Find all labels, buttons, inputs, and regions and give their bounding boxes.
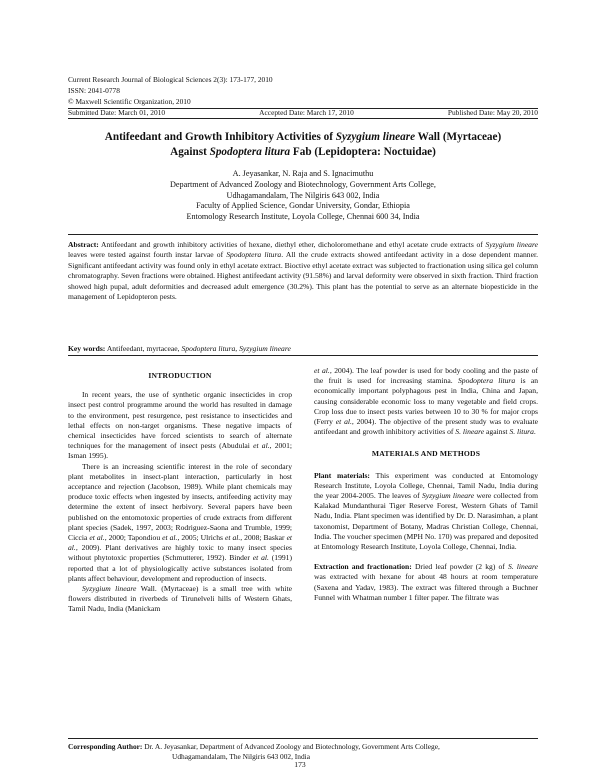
keywords-pest: Spodoptera litura	[181, 344, 236, 353]
cont-text-5: .	[533, 427, 536, 437]
footer-label: Corresponding Author:	[68, 742, 143, 751]
title-part-4: Fab (Lepidoptera: Noctuidae)	[290, 145, 436, 158]
cont-species: S. lineare	[455, 427, 485, 437]
title-species: Syzygium lineare	[335, 131, 416, 143]
keywords	[68, 344, 538, 354]
intro-p3-text: Wall. (Myrtaceae) is a small tree with white flowers distributed in riverbeds of Tirunelveli hills of Western Ghats, Tamil Nadu, India (Manickam	[68, 584, 292, 614]
abstract-species: Syzygium lineare	[485, 240, 538, 249]
cont-text-4: against	[484, 427, 510, 437]
ef-text-2: was extracted with hexane for about 48 hours at room temperature (Saxena and Yadav, 1983). The extract was filtered through a Buchner Funnel with Whatman number 1 filter paper. The filtrate was	[314, 572, 538, 602]
page-number: 173	[294, 760, 306, 769]
keywords-rule	[68, 355, 538, 356]
keywords-species: Syzygium lineare	[239, 344, 291, 353]
cont-etal-1: et al.	[314, 366, 330, 375]
copyright: © Maxwell Scientific Organization, 2010	[68, 97, 191, 106]
extraction-label: Extraction and fractionation:	[314, 562, 412, 572]
footer-text-1: Dr. A. Jeyasankar, Department of Advanced Zoology and Biotechnology, Government Arts College,	[142, 742, 440, 751]
methods-heading: MATERIALS AND METHODS	[371, 449, 481, 459]
intro-paragraph-3	[68, 584, 292, 615]
keywords-label: Key words:	[68, 344, 106, 353]
intro-p2-text-b: , 2000; Tapondiou	[104, 533, 163, 543]
pm-species: Syzygium lineare	[421, 491, 475, 501]
cont-etal-2: et al.	[335, 417, 352, 427]
header-rule-bottom	[68, 118, 538, 119]
affiliation-1b: Udhagamandalam, The Nilgiris 643 002, India	[226, 190, 380, 200]
keywords-text-1: Antifeedant, myrtaceae,	[105, 344, 182, 353]
intro-p2-etal-2: et al.	[162, 533, 178, 543]
published-date: Published Date: May 20, 2010	[447, 108, 538, 117]
abstract-text-2: leaves were tested against fourth instar larvae of	[68, 250, 227, 260]
affiliation-3: Entomology Research Institute, Loyola College, Chennai 600 34, India	[186, 212, 420, 222]
title-pest: Spodoptera litura	[209, 145, 291, 158]
intro-p2-text: There is an increasing scientific interest in the role of secondary plant metabolites in insect-plant interaction, particularly in host acceptance and rejection (Jacobson, 1989). While plant chemicals may produce toxic effects when ingested by insects, antifeeding activity may determine the extent of insect herbivory. Several papers have been published on the entomotoxic properties of crude extracts from different plant species (Sadek, 1997, 2003; Rodriguez-Saona and Trumble, 1999; Ciccia	[68, 461, 292, 543]
intro-p1-text: In recent years, the use of synthetic organic insecticides in crop insect pest control programme around the world has resulted in damage to the environment, pest resurgence, pest resistance to insecticides and lethal effects on non-target organisms. These negative impacts of chemical insecticides have forced scientists to search of alternate techniques for the management of insect pests (Abudulai	[68, 390, 292, 451]
intro-p2-text-c: , 2005; Ulrichs	[177, 533, 225, 543]
footer-rule	[68, 738, 538, 739]
pm-text-2: were collected from Kalakad Mundanthurai Tiger Reserve Forest, Western Ghats of Tamil Nadu, India. Plant specimen was identified by Dr. D. Narasimhan, a plant taxonomist, Department of Botany, Madras Christian College, Chennai, India. The voucher specimen (MPH No. 170) was prepared and deposited at Entomology Research Institute, Loyola College, Chennai, India.	[314, 491, 538, 552]
cont-text-1: , 2004). The leaf powder is used for body cooling and the paste of the fruit is used for increasing stamina.	[314, 366, 538, 386]
affiliation-2: Faculty of Applied Science, Gondar University, Gondar, Ethiopia	[196, 201, 410, 211]
paper-title	[68, 130, 538, 159]
title-part-1: Antifeedant and Growth Inhibitory Activities of	[104, 131, 336, 143]
cont-pest-2: S. litura	[509, 427, 534, 437]
intro-p2-etal-1: et al.	[89, 533, 105, 543]
corresponding-author	[68, 742, 538, 762]
right-column	[314, 366, 538, 603]
journal-header	[68, 74, 538, 118]
author-names: A. Jeyasankar, N. Raja and S. Ignacimuthu	[232, 169, 374, 178]
intro-paragraph-1	[68, 390, 292, 461]
title-part-2: Wall (Myrtaceae)	[415, 131, 502, 143]
intro-p3-species: Syzygium lineare	[82, 584, 137, 594]
abstract	[68, 240, 538, 302]
issn: ISSN: 2041-0778	[68, 86, 120, 95]
abstract-rule-top	[68, 234, 538, 235]
intro-paragraph-2	[68, 462, 292, 584]
pm-text-1: This experiment was conducted at Entomology Research Institute, Loyola College, Chennai, Tamil Nadu, India during the year 2004-2005. The leaves of	[314, 470, 539, 501]
intro-p2-text-f: (1991) reported that a lot of physiologically active substances isolated from plants affect behaviour, development and reproduction of insects.	[68, 553, 292, 583]
footer-text-2: Udhagamandalam, The Nilgiris 643 002, India	[172, 752, 310, 761]
ef-species: S. lineare	[507, 562, 538, 572]
abstract-text-3: . All the crude extracts showed antifeedant activity in a dose dependent manner. Significant antifeedant activity was found only in ethyl acetate extract. Bioctive ethyl acetate extract was subjected to fractionation using silica gel column chromatography. Seven fractions were obtained. Highest antifeedant activity (91.58%) and larval deformity were observed in sixth fraction. Third fraction showed high pupal, adult deformities and decreased adult emergence (30.2%). This plant has the potential to serve as an alternate biopesticide in the management of Lepidopteron pests.	[68, 250, 538, 302]
ef-text-1: Dried leaf powder (2 kg) of	[411, 562, 508, 572]
intro-p2-etal-5: et al.	[252, 553, 269, 563]
intro-continued	[314, 366, 538, 437]
intro-p2-text-d: , 2008; Baskar	[240, 533, 287, 543]
intro-p1-text-b: , 2001; Isman 1995).	[68, 441, 292, 461]
introduction-heading: INTRODUCTION	[148, 371, 212, 380]
extraction-paragraph	[314, 562, 538, 603]
affiliation-1a: Department of Advanced Zoology and Biotechnology, Government Arts College,	[170, 179, 436, 189]
plant-materials-label: Plant materials:	[314, 470, 370, 480]
submitted-date: Submitted Date: March 01, 2010	[68, 108, 166, 117]
cont-pest: Spodoptera litura	[457, 376, 516, 386]
accepted-date: Accepted Date: March 17, 2010	[259, 108, 354, 117]
intro-p2-etal-3: et al.	[224, 533, 241, 543]
authors-block	[68, 169, 538, 223]
keywords-sep: ,	[235, 344, 240, 353]
title-part-3: Against	[170, 145, 210, 158]
cont-text-3: , 2004). The objective of the present study was to evaluate antifeedant and growth inhibitory activities of	[314, 417, 539, 437]
abstract-text-1: Antifeedant and growth inhibitory activities of hexane, diethyl ether, dicholoromethane and ethyl acetate crude extracts of	[98, 240, 486, 249]
abstract-pest: Spodoptera litura	[226, 250, 282, 260]
intro-p1-etal: et al.	[253, 441, 270, 451]
intro-p2-text-e: , 2009). Plant derivatives are highly toxic to many insect species without phytotoxic properties (Schmutterer, 1992). Binder	[68, 543, 292, 563]
header-rule-top	[68, 108, 538, 109]
intro-p2-etal-4: et al.	[68, 533, 293, 553]
cont-text-2: is an economically important polyphagous pest in India, China and Japan, causing considerable economic loss to many vegetable and field crops. Crop loss due to insect pests varies between 10 to 30 % for major crops (Ferry	[314, 376, 538, 427]
journal-citation: Current Research Journal of Biological Sciences 2(3): 173-177, 2010	[68, 75, 273, 84]
abstract-label: Abstract:	[68, 240, 99, 249]
plant-materials-paragraph	[314, 471, 538, 553]
left-column	[68, 363, 292, 615]
